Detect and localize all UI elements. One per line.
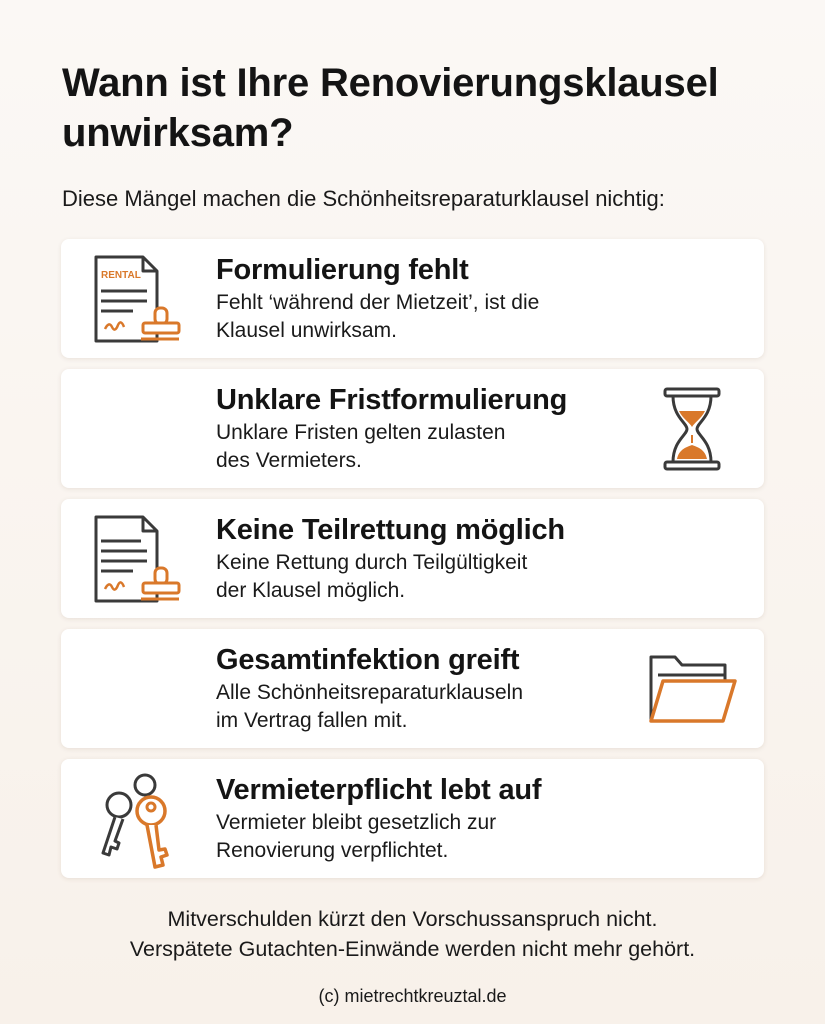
card-heading: Formulierung fehlt — [216, 254, 469, 286]
card-desc-line1: Keine Rettung durch Teilgültigkeit — [216, 551, 528, 574]
page-title: Wann ist Ihre Renovierungsklausel unwirksam? — [62, 61, 719, 155]
rental-contract-stamp-icon — [91, 253, 181, 347]
intro-text: Diese Mängel machen die Schönheitsreparaturklausel nichtig: — [62, 186, 665, 211]
keys-icon — [89, 771, 185, 871]
card-desc-line2: der Klausel möglich. — [216, 579, 406, 602]
card-heading: Unklare Fristformulierung — [216, 384, 568, 416]
card-keine-teilrettung — [61, 499, 764, 618]
card-formulierung-fehlt — [61, 239, 764, 358]
card-desc-line1: Fehlt ‘während der Mietzeit’, ist die — [216, 291, 540, 314]
card-heading: Keine Teilrettung möglich — [216, 514, 565, 546]
card-desc-line1: Alle Schönheitsreparaturklauseln — [216, 681, 524, 704]
card-desc-line1: Unklare Fristen gelten zulasten — [216, 421, 506, 444]
card-unklare-fristformulierung — [61, 369, 764, 488]
footer-line2: Verspätete Gutachten-Einwände werden nicht mehr gehört. — [129, 937, 696, 961]
footer-line1: Mitverschulden kürzt den Vorschussanspruch nicht. — [167, 907, 658, 931]
card-desc-line1: Vermieter bleibt gesetzlich zur — [216, 811, 497, 834]
card-desc-line2: Renovierung verpflichtet. — [216, 839, 449, 862]
hourglass-icon — [661, 385, 723, 473]
card-gesamtinfektion — [61, 629, 764, 748]
card-heading: Vermieterpflicht lebt auf — [216, 774, 542, 806]
rental-label: RENTAL — [101, 270, 141, 281]
card-desc-line2: im Vertrag fallen mit. — [216, 709, 408, 732]
footer-notes — [0, 904, 825, 964]
card-desc-line2: Klausel unwirksam. — [216, 319, 397, 342]
folder-icon — [645, 647, 739, 729]
copyright-credit: (c) mietrechtkreuztal.de — [318, 986, 507, 1006]
contract-stamp-icon — [91, 513, 181, 607]
card-heading: Gesamtinfektion greift — [216, 644, 520, 676]
card-vermieterpflicht — [61, 759, 764, 878]
card-desc-line2: des Vermieters. — [216, 449, 362, 472]
